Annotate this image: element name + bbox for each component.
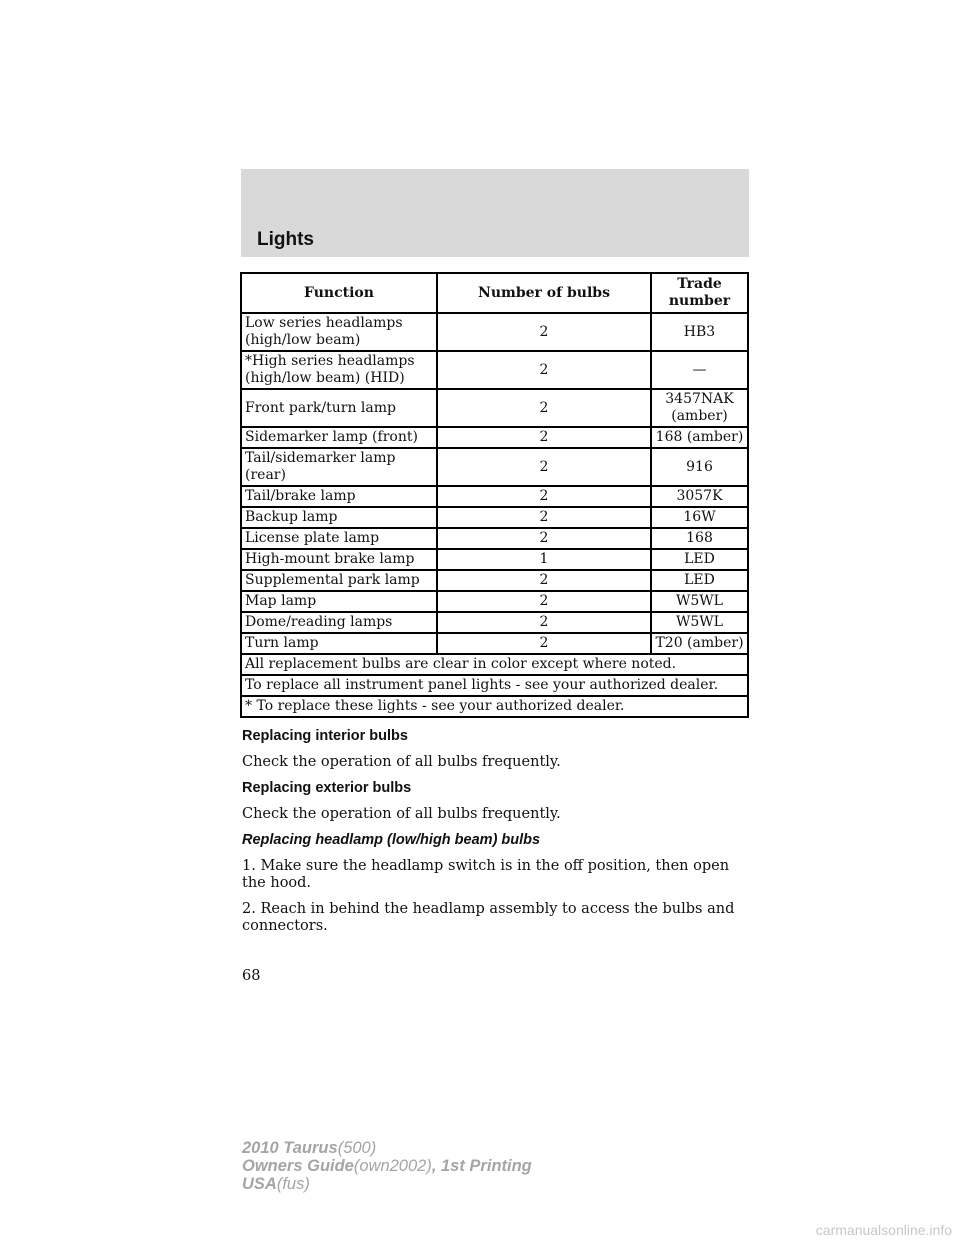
cell-count: 1 [437,549,651,570]
cell-count: 2 [437,351,651,389]
cell-count: 2 [437,528,651,549]
table-row [241,351,748,389]
cell-trade: 168 [651,528,748,549]
table-row [241,549,748,570]
footer-guide-code: (own2002) [353,1157,432,1175]
cell-function: Turn lamp [241,633,437,654]
table-note-row [241,654,748,675]
cell-trade: 3057K [651,486,748,507]
table-header-row [241,273,748,313]
cell-count: 2 [437,427,651,448]
cell-function: High-mount brake lamp [241,549,437,570]
body-text [242,728,748,944]
table-note-row [241,675,748,696]
cell-count: 2 [437,448,651,486]
cell-trade: W5WL [651,612,748,633]
footer-guide: Owners Guide [242,1157,354,1175]
cell-trade: HB3 [651,313,748,351]
step-1: 1. Make sure the headlamp switch is in the off position, then open the hood. [242,858,730,891]
cell-trade: 168 (amber) [651,427,748,448]
footer-model-code: (500) [337,1139,377,1157]
cell-count: 2 [437,389,651,427]
table-row [241,486,748,507]
exterior-bulbs-text: Check the operation of all bulbs frequently. [242,806,561,822]
table-row [241,427,748,448]
table-row [241,570,748,591]
cell-count: 2 [437,507,651,528]
cell-trade: — [651,351,748,389]
footer-line-model [242,1139,532,1157]
table-note: To replace all instrument panel lights - see your authorized dealer. [241,675,748,696]
cell-function: *High series headlamps (high/low beam) (HID) [241,351,437,389]
step-2: 2. Reach in behind the headlamp assembly to access the bulbs and connectors. [242,901,735,934]
headlamp-bulbs-heading: Replacing headlamp (low/high beam) bulbs [242,832,541,848]
cell-function: License plate lamp [241,528,437,549]
cell-count: 2 [437,633,651,654]
section-header-band [241,169,749,257]
table-row [241,528,748,549]
footer-region: USA [242,1175,277,1193]
document-footer [242,1139,532,1193]
table-row [241,612,748,633]
table-row [241,591,748,612]
watermark: carmanualsonline.info [815,1222,952,1238]
table-row [241,633,748,654]
footer-line-guide [242,1157,532,1175]
column-header-trade-number: Trade number [651,273,748,313]
cell-function: Supplemental park lamp [241,570,437,591]
column-header-number-of-bulbs: Number of bulbs [437,273,651,313]
cell-trade: LED [651,570,748,591]
table-note: * To replace these lights - see your authorized dealer. [241,696,748,717]
cell-function: Map lamp [241,591,437,612]
cell-trade: 16W [651,507,748,528]
cell-trade: W5WL [651,591,748,612]
footer-model: 2010 Taurus [242,1139,338,1157]
column-header-function: Function [241,273,437,313]
section-title: Lights [257,229,314,250]
cell-count: 2 [437,591,651,612]
cell-count: 2 [437,570,651,591]
cell-function: Tail/sidemarker lamp (rear) [241,448,437,486]
cell-trade: 916 [651,448,748,486]
cell-function: Dome/reading lamps [241,612,437,633]
cell-function: Sidemarker lamp (front) [241,427,437,448]
footer-printing: , 1st Printing [431,1157,532,1175]
cell-function: Low series headlamps (high/low beam) [241,313,437,351]
bulb-table [240,272,749,718]
cell-trade: LED [651,549,748,570]
page-number: 68 [242,968,261,984]
cell-function: Front park/turn lamp [241,389,437,427]
table-note-row [241,696,748,717]
cell-count: 2 [437,486,651,507]
bulb-table-body [241,313,748,717]
footer-line-region [242,1175,532,1193]
cell-trade: T20 (amber) [651,633,748,654]
footer-region-code: (fus) [276,1175,310,1193]
table-note: All replacement bulbs are clear in color except where noted. [241,654,748,675]
table-row [241,313,748,351]
table-row [241,448,748,486]
table-row [241,389,748,427]
cell-function: Tail/brake lamp [241,486,437,507]
table-row [241,507,748,528]
cell-trade: 3457NAK (amber) [651,389,748,427]
interior-bulbs-text: Check the operation of all bulbs frequently. [242,754,561,770]
exterior-bulbs-heading: Replacing exterior bulbs [242,780,412,796]
cell-count: 2 [437,313,651,351]
interior-bulbs-heading: Replacing interior bulbs [242,728,408,744]
cell-count: 2 [437,612,651,633]
cell-function: Backup lamp [241,507,437,528]
